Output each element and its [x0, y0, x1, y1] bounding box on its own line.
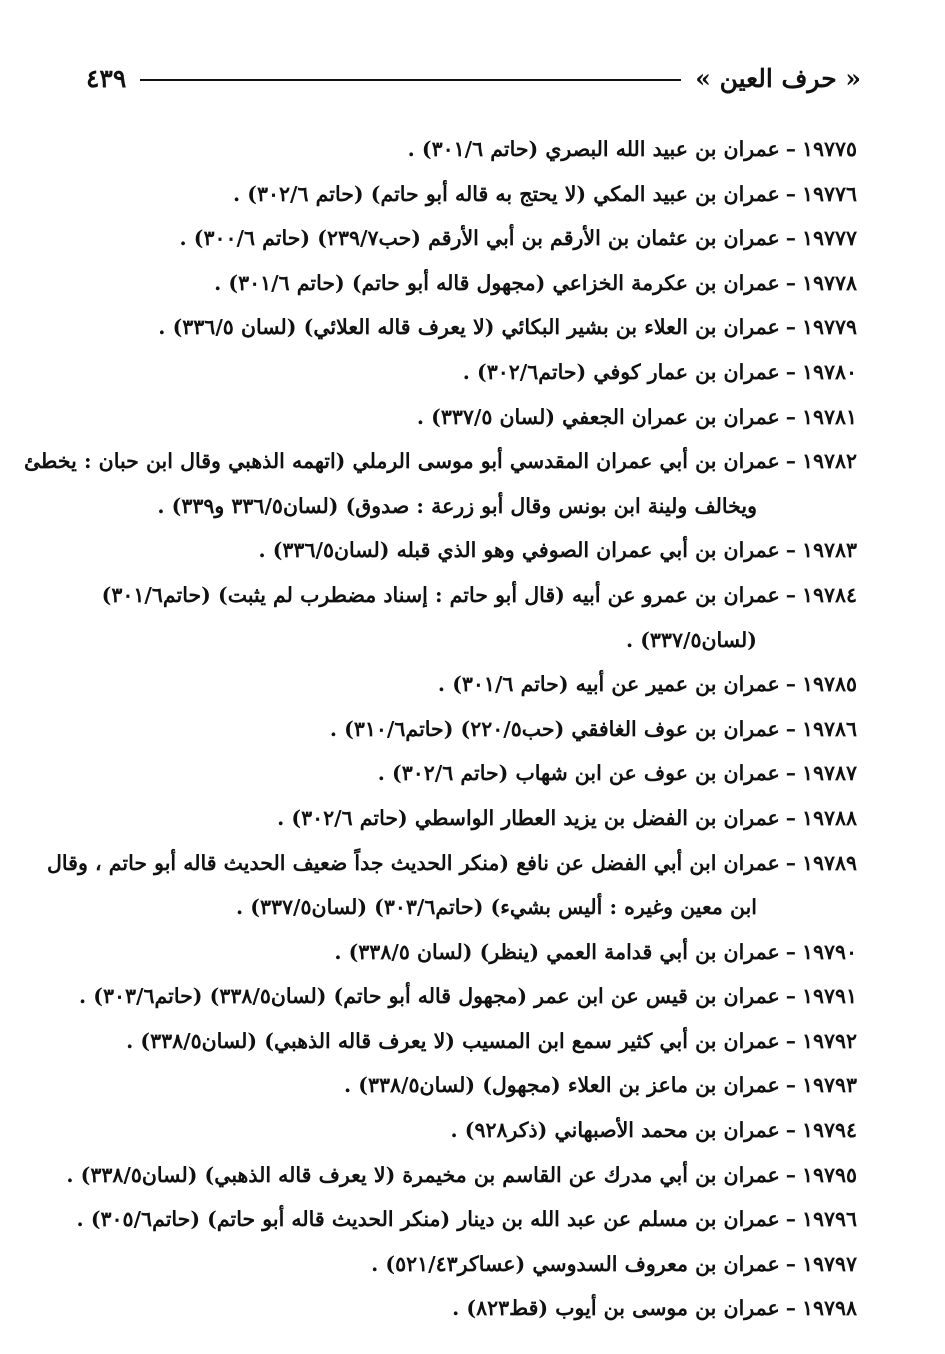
entry-text: عمران بن أبي عمران الصوفي وهو الذي قبله (لسان٣٣٦/٥) . [258, 538, 780, 563]
entry-line [80, 662, 857, 707]
entry-text: عمران بن أبي عمران المقدسي أبو موسى الرملي (اتهمه الذهبي وقال ابن حبان : يخطئ [23, 449, 780, 474]
entry-line [80, 751, 857, 796]
entry-dash: – [785, 939, 796, 964]
entry-line [80, 707, 857, 752]
entry-number: ١٩٧٨٢ [801, 449, 857, 474]
entry-list [23, 127, 857, 1331]
page-number: ٤٣٩ [86, 63, 127, 93]
entry-dash: – [785, 1028, 796, 1053]
entry-line [66, 1153, 857, 1198]
entry-number: ١٩٧٨٤ [801, 582, 857, 607]
entry-dash: – [785, 404, 796, 429]
entry-number: ١٩٧٨٠ [801, 359, 857, 384]
entry-number: ١٩٧٩٦ [801, 1207, 857, 1232]
entry-dash: – [785, 1162, 796, 1187]
entry-text: عمران بن أبي مدرك عن القاسم بن مخيمرة (لا يعرف قاله الذهبي) (لسان٣٣٨/٥) . [66, 1162, 780, 1187]
entry-line [76, 1197, 857, 1242]
entry-line [80, 1108, 857, 1153]
entry-line [80, 573, 857, 618]
entry-number: ١٩٧٩٠ [801, 939, 857, 964]
entry-dash: – [785, 582, 796, 607]
entry-continuation: ابن معين وغيره : أليس بشيء) (حاتم٣٠٣/٦) (لسان٣٣٧/٥) . [236, 895, 757, 920]
entry-dash: – [785, 1118, 796, 1143]
entry-number: ١٩٧٩٧ [801, 1251, 857, 1276]
entry-dash: – [785, 1251, 796, 1276]
entry-text: عمران بن عوف الغافقي (حب٢٢٠/٥) (حاتم٣١٠/٦) . [329, 716, 780, 741]
entry-text: عمران بن عكرمة الخزاعي (مجهول قاله أبو حاتم) (حاتم ٣٠١/٦) . [214, 270, 780, 295]
entry-number: ١٩٧٩١ [801, 984, 857, 1009]
entry-text: عمران بن الفضل بن يزيد العطار الواسطي (حاتم ٣٠٢/٦) . [277, 805, 780, 830]
entry-text: عمران بن أبي كثير سمع ابن المسيب (لا يعرف قاله الذهبي) (لسان٣٣٨/٥) . [126, 1028, 780, 1053]
entry-dash: – [785, 538, 796, 563]
entry-number: ١٩٧٧٨ [801, 270, 857, 295]
entry-text: عمران بن عبيد الله البصري (حاتم ٣٠١/٦) . [407, 137, 780, 161]
entry-dash: – [785, 315, 796, 340]
entry-number: ١٩٧٩٣ [801, 1073, 857, 1098]
entry-text: عمران بن العلاء بن بشير البكائي (لا يعرف قاله العلائي) (لسان ٣٣٦/٥) . [158, 315, 780, 340]
entry-line [80, 1019, 857, 1064]
entry-number: ١٩٧٩٤ [801, 1118, 857, 1143]
entry-continuation: (لسان٣٣٧/٥) . [625, 627, 757, 652]
entry-text: عمران بن عثمان بن الأرقم بن أبي الأرقم (حب٢٣٩/٧) (حاتم ٣٠٠/٦) . [179, 226, 780, 251]
entry-line [23, 439, 857, 484]
entry-dash: – [785, 761, 796, 786]
entry-line [80, 127, 857, 172]
entry-dash: – [785, 270, 796, 295]
entry-continuation: ويخالف ولينة ابن بونس وقال أبو زرعة : صدوق) (لسان٣٣٦/٥ و٣٣٩) . [157, 493, 757, 518]
entry-text: عمران بن ماعز بن العلاء (مجهول) (لسان٣٣٨/٥) . [344, 1073, 780, 1098]
entry-dash: – [785, 716, 796, 741]
entry-number: ١٩٧٨٨ [801, 805, 857, 830]
entry-number: ١٩٧٧٥ [801, 137, 857, 161]
entry-text: عمران بن عمران الجعفي (لسان ٣٣٧/٥) . [416, 404, 780, 429]
entry-number: ١٩٧٨٦ [801, 716, 857, 741]
entry-line [80, 350, 857, 395]
entry-number: ١٩٧٨٩ [801, 850, 857, 875]
entry-line [80, 1242, 857, 1287]
entry-number: ١٩٧٧٦ [801, 181, 857, 206]
entry-text: عمران بن قيس عن ابن عمر (مجهول قاله أبو حاتم) (لسان٣٣٨/٥) (حاتم٣٠٣/٦) . [79, 984, 780, 1009]
entry-dash: – [785, 984, 796, 1009]
entry-dash: – [785, 850, 796, 875]
entry-dash: – [785, 226, 796, 251]
entry-text: عمران بن محمد الأصبهاني (ذكر٩٢٨) . [450, 1118, 780, 1143]
entry-line [80, 930, 857, 975]
entry-number: ١٩٧٨١ [801, 404, 857, 429]
entry-dash: – [785, 805, 796, 830]
entry-number: ١٩٧٧٧ [801, 226, 857, 251]
entry-line [80, 1063, 857, 1108]
entry-text: عمران بن أبي قدامة العمي (ينظر) (لسان ٣٣٨/٥) . [334, 939, 780, 964]
entry-text: عمران بن موسى بن أيوب (قط٨٢٣) . [452, 1296, 780, 1321]
entry-dash: – [785, 1073, 796, 1098]
entry-line [80, 305, 857, 350]
entry-text: عمران بن عمير عن أبيه (حاتم ٣٠١/٦) . [437, 672, 780, 697]
entry-dash: – [785, 1207, 796, 1232]
entry-text: عمران بن عمرو عن أبيه (قال أبو حاتم : إسناد مضطرب لم يثبت) (حاتم٣٠١/٦) [101, 582, 780, 607]
entry-text: عمران بن مسلم عن عبد الله بن دينار (منكر الحديث قاله أبو حاتم) (حاتم٣٠٥/٦) . [76, 1207, 780, 1232]
entry-text: عمران بن عمار كوفي (حاتم٣٠٢/٦) . [462, 359, 780, 384]
entry-dash: – [785, 1296, 796, 1321]
entry-number: ١٩٧٨٣ [801, 538, 857, 563]
entry-line [80, 172, 857, 217]
entry-line [47, 841, 857, 886]
entry-text: عمران بن معروف السدوسي (عساكر٥٢١/٤٣) . [371, 1251, 780, 1276]
entry-dash: – [785, 672, 796, 697]
page-header [86, 58, 861, 98]
entry-number: ١٩٧٨٥ [801, 672, 857, 697]
entry-dash: – [785, 449, 796, 474]
entry-text: عمران بن عبيد المكي (لا يحتج به قاله أبو حاتم) (حاتم ٣٠٢/٦) . [232, 181, 780, 206]
entry-dash: – [785, 181, 796, 206]
entry-text: عمران بن عوف عن ابن شهاب (حاتم ٣٠٢/٦) . [377, 761, 780, 786]
entry-number: ١٩٧٨٧ [801, 761, 857, 786]
entry-number: ١٩٧٩٥ [801, 1162, 857, 1187]
entry-number: ١٩٧٩٨ [801, 1296, 857, 1321]
entry-line [80, 395, 857, 440]
entry-line [80, 261, 857, 306]
entry-line [80, 216, 857, 261]
entry-line [80, 1286, 857, 1331]
entry-line [80, 796, 857, 841]
entry-text: عمران ابن أبي الفضل عن نافع (منكر الحديث جداً ضعيف الحديث قاله أبو حاتم ، وقال [47, 850, 780, 875]
entry-number: ١٩٧٩٢ [801, 1028, 857, 1053]
chapter-title: « حرف العين » [695, 63, 861, 93]
entry-line [80, 974, 857, 1019]
entry-dash: – [785, 359, 796, 384]
entry-number: ١٩٧٧٩ [801, 315, 857, 340]
entry-line [80, 528, 857, 573]
entry-dash: – [785, 137, 796, 161]
header-rule [140, 79, 681, 81]
